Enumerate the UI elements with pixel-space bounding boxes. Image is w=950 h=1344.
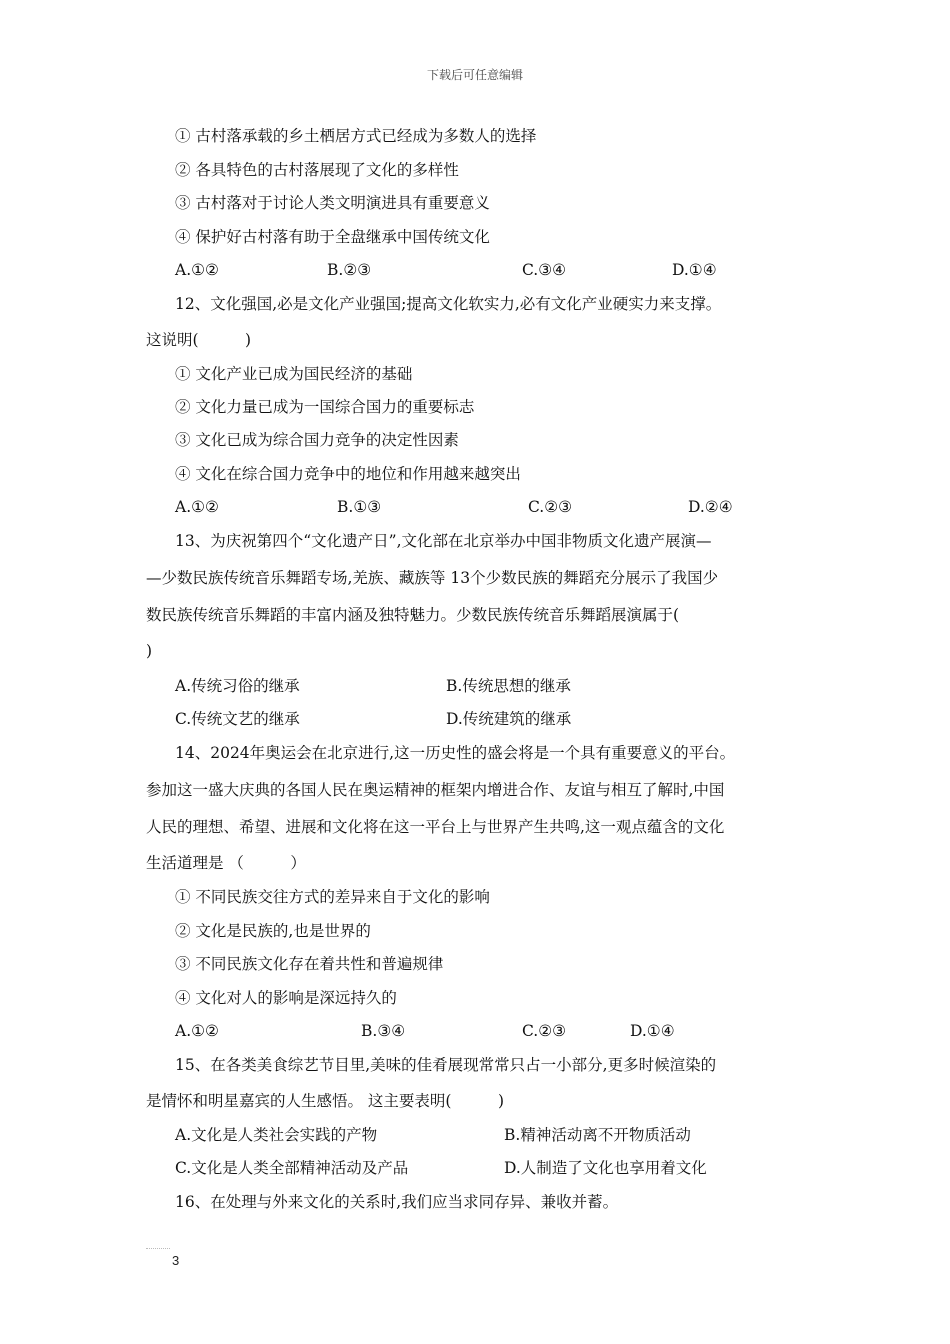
q12-option-b: B.①③ — [337, 498, 382, 516]
q12-option-a: A.①② — [175, 498, 219, 516]
page-header: 下载后可任意编辑 — [426, 68, 523, 82]
q13-stem-4: ) — [146, 642, 153, 660]
footer-divider — [146, 1248, 170, 1249]
q12-item-4: ④ 文化在综合国力竞争中的地位和作用越来越突出 — [175, 465, 521, 483]
q11-option-c: C.③④ — [522, 261, 567, 279]
q13-option-b: B.传统思想的继承 — [446, 677, 571, 695]
q11-option-d: D.①④ — [672, 261, 717, 279]
q15-option-d: D.人制造了文化也享用着文化 — [504, 1159, 707, 1177]
q14-item-3: ③ 不同民族文化存在着共性和普遍规律 — [175, 955, 444, 973]
q11-option-b: B.②③ — [327, 261, 372, 279]
q13-option-a: A.传统习俗的继承 — [175, 677, 300, 695]
q14-item-2: ② 文化是民族的,也是世界的 — [175, 922, 371, 940]
q13-option-d: D.传统建筑的继承 — [446, 710, 572, 728]
q15-option-c: C.文化是人类全部精神活动及产品 — [175, 1159, 409, 1177]
q14-option-c: C.②③ — [522, 1022, 567, 1040]
q11-option-a: A.①② — [175, 261, 219, 279]
q13-option-c: C.传统文艺的继承 — [175, 710, 300, 728]
q13-stem-2: —少数民族传统音乐舞蹈专场,羌族、藏族等 13个少数民族的舞蹈充分展示了我国少 — [146, 569, 719, 587]
q12-option-d: D.②④ — [688, 498, 733, 516]
q12-item-3: ③ 文化已成为综合国力竞争的决定性因素 — [175, 431, 459, 449]
q13-stem-1: 13、为庆祝第四个“文化遗产日”,文化部在北京举办中国非物质文化遗产展演— — [175, 532, 712, 550]
q12-item-1: ① 文化产业已成为国民经济的基础 — [175, 365, 413, 383]
q15-option-b: B.精神活动离不开物质活动 — [504, 1126, 691, 1144]
q15-option-a: A.文化是人类社会实践的产物 — [175, 1126, 378, 1144]
q14-item-4: ④ 文化对人的影响是深远持久的 — [175, 989, 397, 1007]
q14-option-a: A.①② — [175, 1022, 219, 1040]
q11-item-3: ③ 古村落对于讨论人类文明演进具有重要意义 — [175, 194, 490, 212]
q12-stem-1: 12、文化强国,必是文化产业强国;提高文化软实力,必有文化产业硬实力来支撑。 — [175, 295, 722, 313]
q14-stem-3: 人民的理想、希望、进展和文化将在这一平台上与世界产生共鸣,这一观点蕴含的文化 — [146, 818, 725, 836]
q16-stem-1: 16、在处理与外来文化的关系时,我们应当求同存异、兼收并蓄。 — [175, 1193, 619, 1211]
q11-item-1: ① 古村落承载的乡土栖居方式已经成为多数人的选择 — [175, 127, 537, 145]
q12-stem-2: 这说明( ) — [146, 331, 252, 349]
q14-stem-2: 参加这一盛大庆典的各国人民在奥运精神的框架内增进合作、友谊与相互了解时,中国 — [146, 781, 725, 799]
q14-stem-4: 生活道理是 （ ） — [146, 854, 306, 872]
q15-stem-1: 15、在各类美食综艺节目里,美味的佳肴展现常常只占一小部分,更多时候渲染的 — [175, 1056, 717, 1074]
q14-stem-1: 14、2024年奥运会在北京进行,这一历史性的盛会将是一个具有重要意义的平台。 — [175, 744, 736, 762]
q15-stem-2: 是情怀和明星嘉宾的人生感悟。 这主要表明( ) — [146, 1092, 505, 1110]
q14-item-1: ① 不同民族交往方式的差异来自于文化的影响 — [175, 888, 490, 906]
q12-item-2: ② 文化力量已成为一国综合国力的重要标志 — [175, 398, 475, 416]
q14-option-b: B.③④ — [361, 1022, 406, 1040]
q13-stem-3: 数民族传统音乐舞蹈的丰富内涵及独特魅力。少数民族传统音乐舞蹈展演属于( — [146, 606, 680, 624]
q12-option-c: C.②③ — [528, 498, 573, 516]
page-number: 3 — [172, 1253, 180, 1268]
q11-item-2: ② 各具特色的古村落展现了文化的多样性 — [175, 161, 459, 179]
q11-item-4: ④ 保护好古村落有助于全盘继承中国传统文化 — [175, 228, 490, 246]
q14-option-d: D.①④ — [630, 1022, 675, 1040]
